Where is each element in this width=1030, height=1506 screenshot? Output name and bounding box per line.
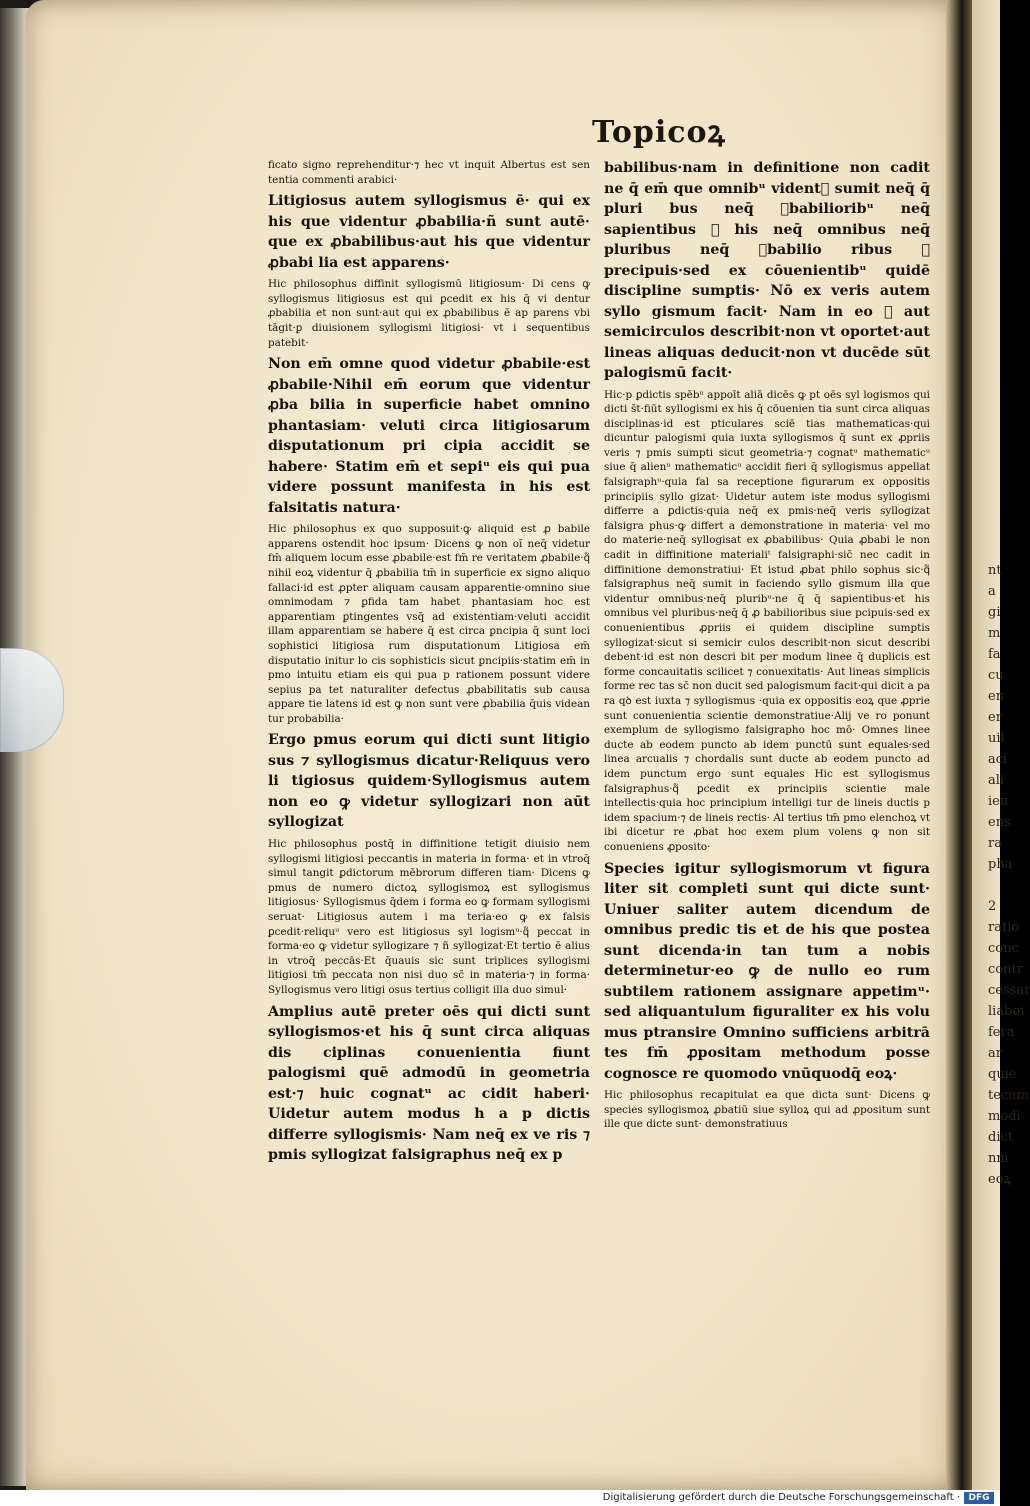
facing-fragment: aci — [988, 752, 1008, 767]
facing-fragment: ratio — [988, 920, 1020, 935]
facing-fragment: fa — [988, 647, 1001, 662]
facing-fragment: er — [988, 710, 1002, 725]
facing-fragment: dict — [988, 1130, 1013, 1145]
facing-page-text-fragments — [988, 560, 1030, 1190]
book-gutter — [946, 0, 972, 1490]
text-column-right — [604, 158, 930, 1136]
facing-fragment — [988, 875, 1002, 896]
facing-fragment: pha — [988, 857, 1013, 872]
left-main-text-1: Litigiosus autem syllogismus ē· qui ex his que videntur ꝓbabilia·ñ sunt autē· que ex ꝓbabilibus·aut his que videntur ꝓbabi lia est apparens· — [268, 193, 590, 271]
facing-fragment: modi — [988, 1109, 1021, 1124]
facing-fragment: 2 — [988, 899, 997, 914]
facing-fragment: m — [988, 626, 1001, 641]
facing-fragment: conc — [988, 941, 1019, 956]
right-commentary-1: Hic·p ꝑdictis spēbᵘ appoīt aliā dicēs ꝙ pt oēs syl logismos qui dicti s̄t·fiūt syllogismi ex his q̄ cōuenien tia sunt circa aliquas disciplinas·id est pticulares sciē tias mathematicas·qui dicuntur palogismi quia iuxta syllogismos q̄ sunt ex ꝓpriis veris ⁊ pmis sumpti sicut geometria·⁊ cognatᵘ mathematicᵘ siue q̄ alienᵘ mathematicᵘ accidit fieri q̄ syllogismus appellat falsigraphᵘ·quia fal sa receptione figurarum ex oppositis principiis syllo gizat· Uidetur autem iste modus syllogismi differre a ꝑdictis·quia neq̄ ex pmis·neq̄ veris syllogizat falsigra phus·ꝙ differt a demonstratione in materia· vel mo do materie·neq̄ syllogisat ex ꝓbabilibus· Quia ꝓbabi le non cadit in diffinitione materialiᵗ falsigraphi·sic̄ nec cadit in diffinitione demonstratiui· Et istud ꝓbat philo sophus sic·q᷑ falsigraphus neq̄ sumit in faciendo syllo gismum illa que videntur omnibus·neq̄ pluribᵘ·ne q̄ q̄ sapientibus·et his omnibus vel pluribus·neq̄ q̄ ꝓ babilioribus siue pcipuis·sed ex conuenientibus ꝓpriis ei quidem discipline sumptis syllogizat·sicut si semicir culos describit·non sicut describi debent·id est non descri bit per modum linee q̄ duplicis est forme concauitatis scilicet ⁊ conuexitatis· Aut lineas simplicis forme rec tas sc̄ non ducit sed palogismum facit·qui dicit a pa ra qꝺ est iuxta ⁊ syllogismus ·quia ex oppositis eoꝝ que ꝓprie sunt conuenientia scientie demonstratiue·Alij ve ro ponunt exemplum de syllogismo falsigrapho hoc mō· Omnes linee ducte ab eodem puncto ab idem punctū sunt equales·sed linea arcualis ⁊ chordalis sunt ducte ab eodem puncto ad idem punctum ergo sunt equales Hic est syllogismus falsigraphus·q᷑ ꝑcedit ex principiis scientie male intellectis·quia hoc principium intelligi tur de lineis ductis p idem spacium·⁊ de lineis rectis· Al tertius tm̄ pmo elenchoꝝ vt ibi dicetur re ꝓbat hoc exem plum volens ꝙ non sit conueniens ꝓposito· — [604, 388, 930, 853]
right-commentary-3: Hic philosophus recapitulat ea que dicta sunt· Dicens ꝙ species syllogismoꝝ ꝓbatiū siue sylloꝝ qui ad ꝓpositum sunt ille que dicte sunt· demonstratiuus — [604, 1089, 930, 1131]
facing-fragment: tecum — [988, 1088, 1029, 1103]
facing-fragment: nm — [988, 1151, 1009, 1166]
right-main-text-2: Species igitur syllogismorum vt figura liter sit completi sunt qui dicte sunt· Uniuer saliter autem dicendum de omnibus predic tis et de his que postea sunt dicenda·in tan tum a nobis determinetur·eo ꝙ de nullo eo rum subtilem rationem assignare appetimᵘ· sed aliquantulum figuraliter ex his volu mus ptransire Omnino sufficiens arbitrā tes fm̄ ꝓpositam methodum posse cognosce re quomodo vnūquodq̄ eoꝝ· — [604, 860, 930, 1082]
left-commentary-2: Hic philosophus diffinit syllogismū litigiosum· Di cens ꝙ syllogismus litigiosus est qui ꝑcedit ex his q̄ vi dentur ꝓbabilia et non sunt·aut qui ex ꝓbabilibus ē ap parens vbi tāgit·ꝑ diuisionem syllogismi litigiosi· vt i sequentibus patebit· — [268, 278, 590, 349]
facing-fragment: gi — [988, 605, 1001, 620]
dfg-logo: DFG — [964, 1492, 994, 1504]
footer-credit: Digitalisierung gefördert durch die Deutsche Forschungsgemeinschaft · — [602, 1492, 960, 1503]
left-main-text-5: Ergo pmus eorum qui dicti sunt litigio sus ⁊ syllogismus dicatur·Reliquus vero li tigiosus quidem·Syllogismus autem non eo ꝙ videtur syllogizari non aūt syllogizat — [268, 732, 590, 831]
facing-fragment: en — [988, 689, 1005, 704]
facing-fragment: cessar — [988, 983, 1030, 998]
facing-fragment: ra — [988, 836, 1002, 851]
facing-fragment: fera — [988, 1025, 1015, 1040]
left-main-text-3: Non em̄ omne quod videtur ꝓbabile·est ꝓbabile·Nihil em̄ eorum que videntur ꝓba bilia in superficie habet omnino phantasiam· veluti circa litigiosarum disputationum pri cipia accidit se habere· Statim em̄ et sepiᵘ eis qui pua videre possunt manifesta in his est falsitatis natura· — [268, 356, 590, 516]
facing-fragment: ar — [988, 1046, 1002, 1061]
right-main-text-0: babilibus·nam in definitione non cadit ne q̄ em̄ que omnibᵘ videntᷣ sumit neq̄ q̄ pluri bus neq̄ ꝓbabilioribᵘ neq̄ sapientibus ⁊ his neq̄ omnibus neq̄ pluribus neq̄ ꝓbabilio ribus ⁊ precipuis·sed ex cōuenientibᵘ quidē discipline sumptis· Nō ex veris autem syllo gismum facit· Nam in eo ꝙ aut semicirculos describit·non vt oportet·aut lineas aliquas deducit·non vt ducēde sūt palogismū facit· — [604, 160, 930, 381]
left-commentary-0: ficato signo reprehenditur·⁊ hec vt inquit Albertus est sen tentia commenti arabici· — [268, 159, 590, 186]
facing-fragment: liaboi — [988, 1004, 1025, 1019]
facing-fragment: quie — [988, 1067, 1017, 1082]
facing-fragment: a — [988, 584, 996, 599]
facing-fragment: nt — [988, 563, 1002, 578]
facing-fragment: ali — [988, 773, 1005, 788]
facing-fragment: uil — [988, 731, 1005, 746]
facing-fragment: ien — [988, 794, 1009, 809]
left-commentary-6: Hic philosophus postq̄ in diffinitione tetigit diuisio nem syllogismi litigiosi peccantis in materia in forma· et in vtroq̄ simul tangit ꝑdictorum mēbrorum differen tiam· Dicens ꝙ pmus de numero dictoꝝ syllogismoꝝ est syllogismus litigiosus· Syllogismus q̄dem i forma eo ꝙ formam syllogismi seruat· Litigiosus autem i ma teria·eo ꝙ ex falsis ꝑcedit·reliquᵘ vero est litigiosus syl logismᵘ·q᷑ peccat in forma·eo ꝙ videtur syllogizare ⁊ ñ syllogizat·Et tertio ē alius in vtroq̄ peccās·Et q̄uauis sic sunt triplices syllogismi litigiosi tm̄ peccata non nisi duo sc̄ in materia·⁊ in forma· Syllogismus vero litigi osus tertius colligit illa duo simul· — [268, 837, 590, 996]
left-main-text-7: Amplius autē preter oēs qui dicti sunt syllogismos·et his q̄ sunt circa aliquas dis ciplinas conuenientia fiunt palogismi quē admodū in geometria est·⁊ huic cognatᵘ ac cidit haberi· Uidetur autem modus h a p dictis differre syllogismis· Nam neq̄ ex ve ris ⁊ pmis syllogizat falsigraphus neq̄ ex p — [268, 1003, 590, 1163]
facing-fragment: contr — [988, 962, 1023, 977]
left-commentary-4: Hic philosophus ex quo supposuit·ꝙ aliquid est ꝓ babile apparens ostendit hoc ipsum· Dicens ꝙ non oı̄ neq̄ videtur fm̄ aliquem locum esse ꝓbabile·est fm̄ re veritatem ꝓbabile·q᷑ nihil eoꝝ videntur q̄ ꝓbabilia tm̄ in superficie ex signo aliquo fallaci·id est ꝓpter aliquam causam apparentie·omnino siue omnimodam ⁊ ꝑfida tam habet phantasiam hoc est apparentiam ꝑtingentes vsq̄ ad existentiam·veluti accidit illam apparentiam se habere q̄ est circa ꝑncipia q̄ sunt loci sophistici litigiosa rum disputationum Litigiosa em̄ disputatio initur lo cis sophisticis sicut ꝑncipiis·statim em̄ in pmo intuitu etiam eis qui pua p rationem possunt videre sepius pa tet naturaliter defectus ꝓbabilitatis sub causa appare tie latens id est ꝙ non sunt vere ꝓbabilia q̄uis videan tur probabilia· — [268, 523, 590, 725]
paragraph-gap — [604, 1132, 930, 1136]
paragraph-gap — [268, 1166, 590, 1170]
text-column-left — [268, 158, 590, 1170]
facing-fragment: eoꝝ — [988, 1172, 1012, 1187]
facing-fragment: cu — [988, 668, 1004, 683]
running-head: Topicoꝝ — [592, 115, 726, 150]
facing-fragment: ens — [988, 815, 1011, 830]
